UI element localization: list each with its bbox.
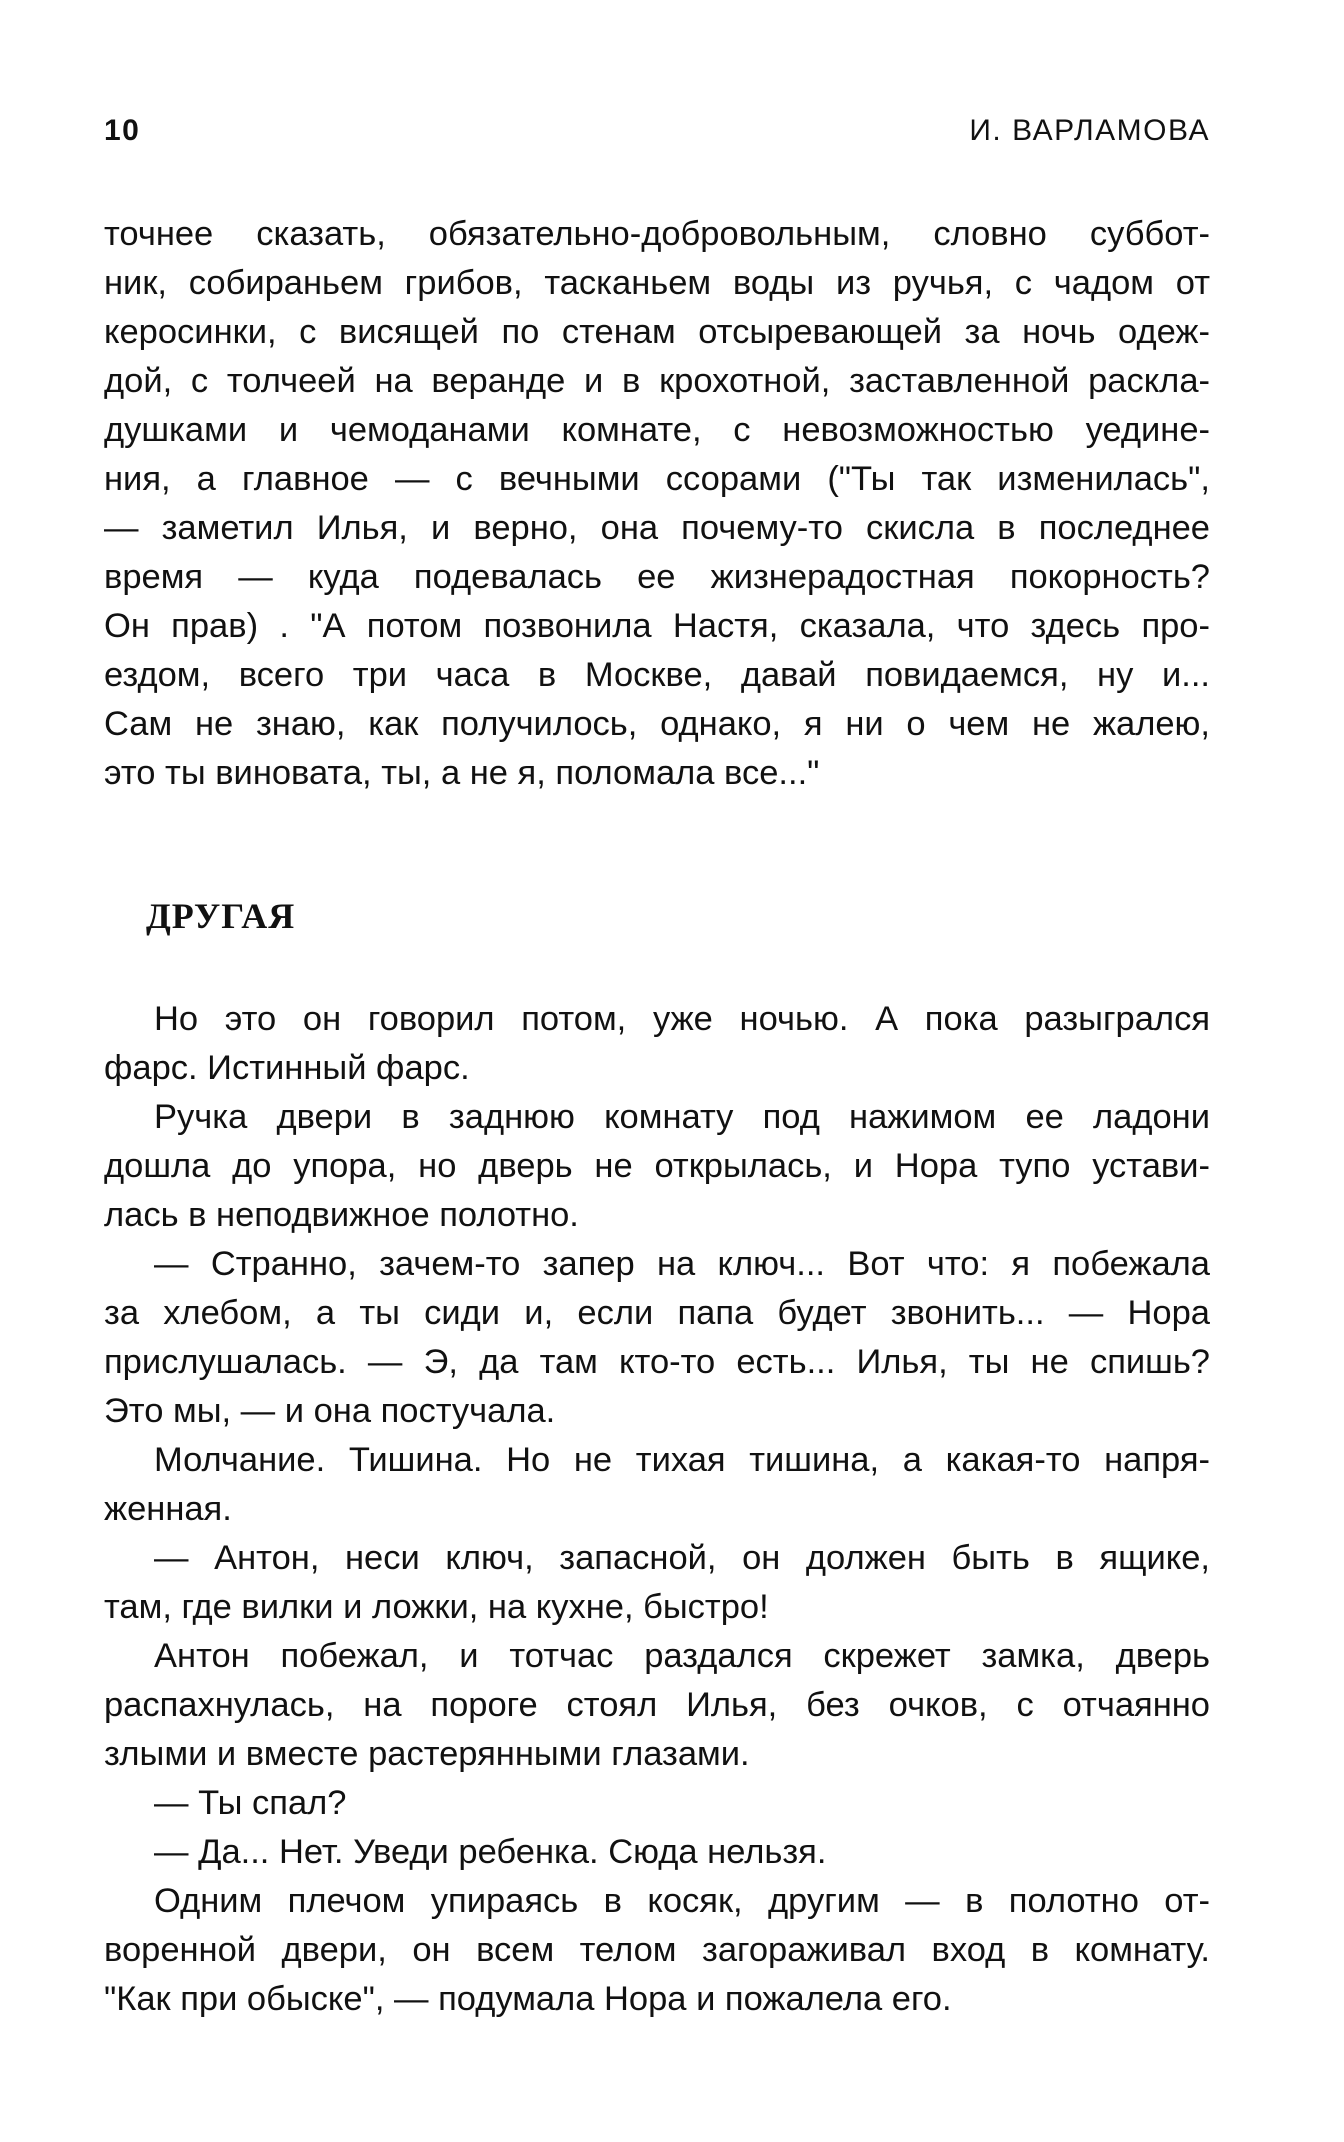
paragraph — [104, 1436, 1210, 1534]
paragraph — [104, 1779, 1210, 1828]
text-line: душками и чемоданами комнате, с невозможностью уедине- — [104, 411, 1210, 449]
paragraph — [104, 1877, 1210, 2024]
text-line: воренной двери, он всем телом загораживал вход в комнату. — [104, 1931, 1210, 1969]
text-line: прислушалась. — Э, да там кто-то есть... Илья, ты не спишь? — [104, 1343, 1210, 1381]
text-line: "Как при обыске", — подумала Нора и пожалела его. — [104, 1980, 952, 2018]
section-body — [104, 995, 1210, 2024]
text-line: Одним плечом упираясь в косяк, другим — в полотно от- — [154, 1882, 1210, 1920]
text-line: Сам не знаю, как получилось, однако, я ни о чем не жалею, — [104, 705, 1210, 743]
text-line: это ты виновата, ты, а не я, поломала все..." — [104, 754, 820, 792]
text-line: — Да... Нет. Уведи ребенка. Сюда нельзя. — [154, 1833, 827, 1871]
paragraph — [104, 995, 1210, 1093]
text-line: точнее сказать, обязательно-добровольным, словно суббот- — [104, 215, 1210, 253]
text-line: — Ты спал? — [154, 1784, 347, 1822]
text-line: женная. — [104, 1490, 232, 1528]
text-line: лась в неподвижное полотно. — [104, 1196, 579, 1234]
text-line: Но это он говорил потом, уже ночью. А пока разыгрался — [154, 1000, 1210, 1038]
text-line: дошла до упора, но дверь не открылась, и Нора тупо устави- — [104, 1147, 1210, 1185]
paragraph — [104, 1240, 1210, 1436]
paragraph — [104, 1828, 1210, 1877]
text-line: там, где вилки и ложки, на кухне, быстро! — [104, 1588, 769, 1626]
text-line: Это мы, — и она постучала. — [104, 1392, 556, 1430]
text-line: Ручка двери в заднюю комнату под нажимом ее ладони — [154, 1098, 1210, 1136]
text-line: Антон побежал, и тотчас раздался скрежет замка, дверь — [154, 1637, 1210, 1675]
text-line: ник, собираньем грибов, тасканьем воды из ручья, с чадом от — [104, 264, 1210, 302]
text-line: фарс. Истинный фарс. — [104, 1049, 470, 1087]
paragraph — [104, 1093, 1210, 1240]
text-line: злыми и вместе растерянными глазами. — [104, 1735, 750, 1773]
paragraph — [104, 1534, 1210, 1632]
text-line: за хлебом, а ты сиди и, если папа будет звонить... — Нора — [104, 1294, 1210, 1332]
paragraph — [104, 1632, 1210, 1779]
running-header — [104, 114, 1210, 148]
continued-paragraph — [104, 210, 1210, 798]
running-author: И. ВАРЛАМОВА — [969, 114, 1210, 147]
text-line: — Антон, неси ключ, запасной, он должен быть в ящике, — [154, 1539, 1210, 1577]
paragraph — [104, 210, 1210, 798]
text-line: время — куда подевалась ее жизнерадостная покорность? — [104, 558, 1210, 596]
text-line: распахнулась, на пороге стоял Илья, без очков, с отчаянно — [104, 1686, 1210, 1724]
text-line: — заметил Илья, и верно, она почему-то скисла в последнее — [104, 509, 1210, 547]
text-line: Молчание. Тишина. Но не тихая тишина, а какая-то напря- — [154, 1441, 1210, 1479]
section-title: ДРУГАЯ — [146, 896, 296, 936]
text-line: керосинки, с висящей по стенам отсыревающей за ночь одеж- — [104, 313, 1210, 351]
text-line: ездом, всего три часа в Москве, давай повидаемся, ну и... — [104, 656, 1210, 694]
text-line: ния, а главное — с вечными ссорами ("Ты так изменилась", — [104, 460, 1210, 498]
page-number: 10 — [104, 114, 141, 147]
text-line: дой, с толчеей на веранде и в крохотной, заставленной раскла- — [104, 362, 1210, 400]
text-line: Он прав) . "А потом позвонила Настя, сказала, что здесь про- — [104, 607, 1210, 645]
text-line: — Странно, зачем-то запер на ключ... Вот что: я побежала — [154, 1245, 1210, 1283]
